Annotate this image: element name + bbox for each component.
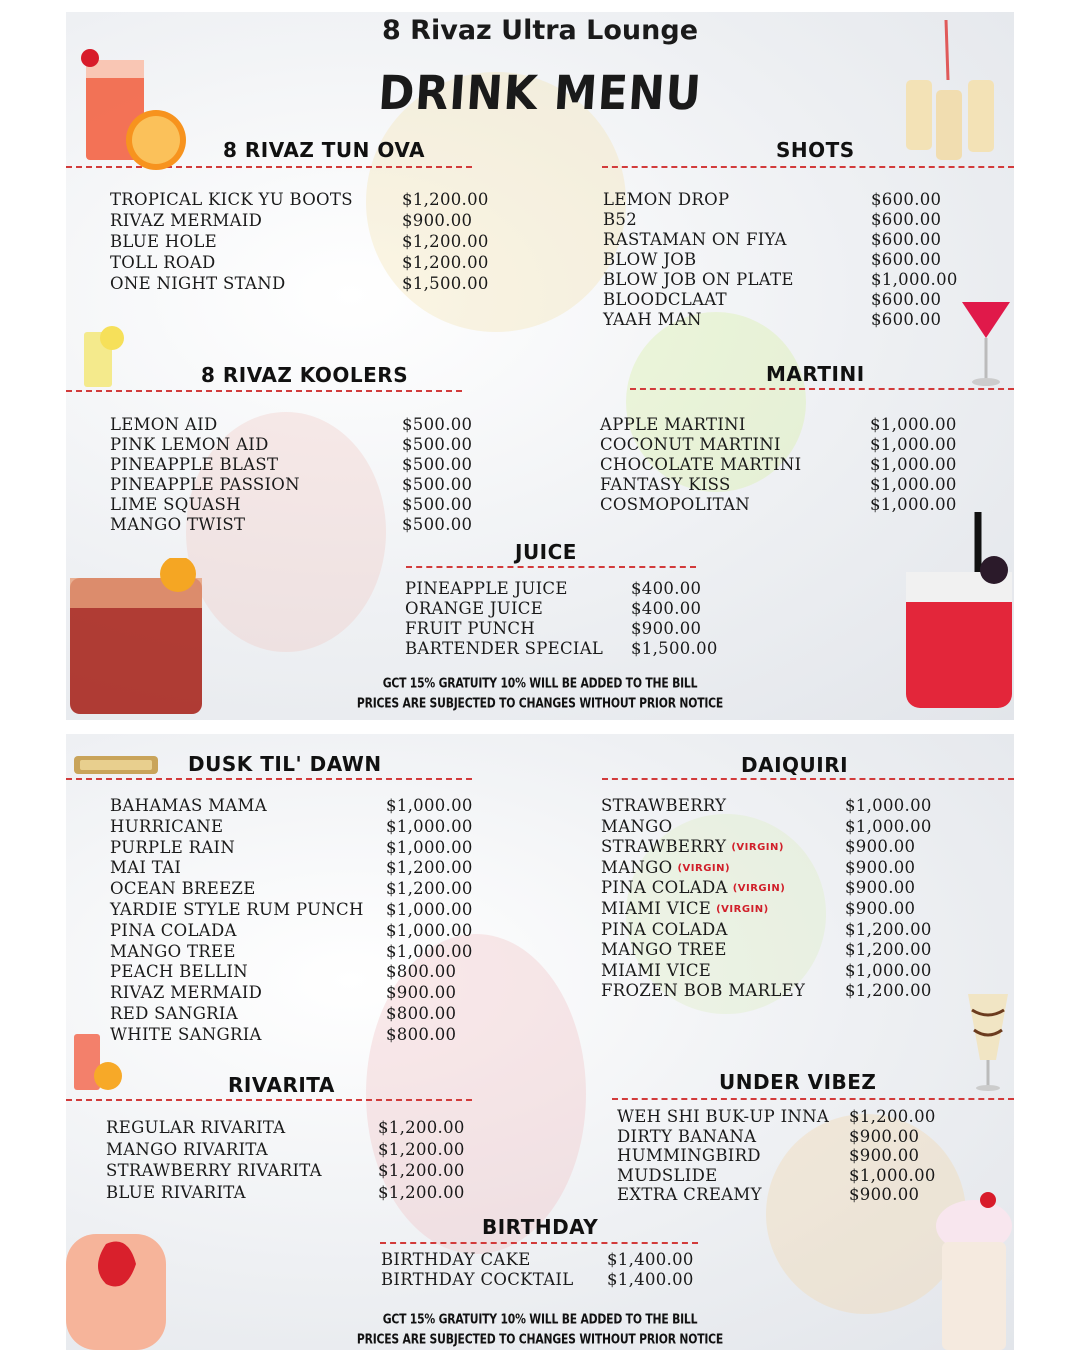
divider [380,1242,698,1244]
menu-item-name: MANGO [601,816,673,836]
menu-item [110,475,490,495]
menu-item [110,495,490,515]
menu-item [110,189,490,210]
menu-item [110,900,490,921]
menu-item-name: WHITE SANGRIA [110,1024,262,1044]
menu-item-name: MANGO TREE [110,941,236,961]
menu-item-name: DIRTY BANANA [617,1126,757,1146]
menu-item-price: $600.00 [871,290,942,309]
menu-item-price: $900.00 [402,211,473,230]
menu-item-name: RIVAZ MERMAID [110,983,263,1003]
menu-item-price: $1,000.00 [870,415,957,434]
menu-item-name: BIRTHDAY CAKE [381,1250,531,1269]
divider [602,778,1014,780]
menu-item [617,1185,957,1205]
menu-item [381,1250,701,1270]
divider [630,388,1014,390]
virgin-tag: (VIRGIN) [716,903,769,915]
menu-item-name: B52 [603,210,638,229]
gratuity-notice: GCT 15% GRATUITY 10% WILL BE ADDED TO THE BILL [382,1311,698,1327]
divider [612,1098,1014,1100]
menu-item-price: $1,400.00 [607,1270,694,1289]
price-change-notice: PRICES ARE SUBJECTED TO CHANGES WITHOUT PRIOR NOTICE [356,695,724,711]
section-title-dusk-til-dawn: DUSK TIL' DAWN [188,752,382,776]
virgin-tag: (VIRGIN) [677,862,731,874]
menu-item [110,1025,490,1046]
menu-item [617,1127,957,1147]
menu-item-price: $1,000.00 [870,455,957,474]
menu-item [106,1117,486,1139]
menu-item-price: $500.00 [402,475,473,494]
lemonade-glass-image [66,302,126,392]
menu-item-name: YAAH MAN [603,310,702,329]
menu-item-name: HUMMINGBIRD [617,1146,761,1166]
menu-item-name [601,837,784,859]
menu-item-price: $1,000.00 [871,270,958,289]
tun-ova-list [110,189,490,294]
menu-item [405,599,725,619]
menu-item-name: FRUIT PUNCH [405,619,536,638]
menu-item [110,858,490,879]
menu-item-name: COSMOPOLITAN [600,495,751,514]
shots-list [603,190,963,330]
menu-item-price: $1,200.00 [386,858,473,878]
martini-list [600,415,960,515]
strawberry-drink-image [66,1224,170,1350]
menu-item-price: $1,200.00 [845,940,932,960]
venue-name: 8 Rivaz Ultra Lounge [381,15,699,46]
menu-item-price: $400.00 [631,579,702,598]
menu-item-price: $900.00 [386,983,457,1003]
menu-item-price: $1,200.00 [845,919,932,939]
fruit-cocktail-image [66,1026,136,1100]
menu-item-name-text: MIAMI VICE [601,898,712,918]
menu-item [601,878,971,899]
menu-item-price: $1,200.00 [402,232,489,251]
menu-item-price: $500.00 [402,435,473,454]
menu-item-name: TOLL ROAD [110,253,216,272]
menu-item-name: FANTASY KISS [600,475,731,494]
menu-item-price: $400.00 [631,599,702,618]
menu-item-price: $800.00 [386,1024,457,1044]
menu-item [110,435,490,455]
menu-item [600,415,960,435]
menu-item-price: $600.00 [871,190,942,209]
menu-item-price: $1,200.00 [402,190,489,209]
menu-item [405,619,725,639]
section-title-daiquiri: DAIQUIRI [741,753,849,777]
menu-item-price: $1,200.00 [378,1139,465,1159]
brand-logo-image [74,742,184,782]
menu-item-name: BLOW JOB ON PLATE [603,270,794,289]
menu-item-name: MANGO TREE [601,940,727,960]
menu-item [106,1139,486,1161]
top-menu-panel [66,12,1014,720]
menu-item [601,981,971,1002]
menu-item-price: $1,200.00 [378,1182,465,1202]
menu-item [617,1146,957,1166]
menu-item-name: ONE NIGHT STAND [110,274,286,293]
menu-item [110,273,490,294]
funfetti-milkshake-image [934,1186,1014,1350]
menu-item-price: $500.00 [402,515,473,534]
menu-item-price: $800.00 [386,962,457,982]
dusk-til-dawn-list [110,796,490,1046]
menu-item [600,455,960,475]
menu-item-price: $1,000.00 [870,495,957,514]
menu-item-price: $1,500.00 [631,639,718,658]
menu-item [110,1004,490,1025]
menu-item-price: $900.00 [849,1185,920,1205]
menu-item-name: RIVAZ MERMAID [110,211,263,230]
menu-item-name: TROPICAL KICK YU BOOTS [110,190,353,209]
negroni-glass-image [66,558,208,718]
menu-item [381,1270,701,1290]
menu-item [106,1182,486,1204]
menu-item-name: BLUE RIVARITA [106,1182,246,1202]
section-title-koolers: 8 RIVAZ KOOLERS [201,363,409,387]
menu-item [110,962,490,983]
menu-title: DRINK MENU [376,66,704,121]
milkshake-shots-image [896,20,1014,170]
section-title-tun-ova: 8 RIVAZ TUN OVA [223,138,425,162]
section-title-under-vibez: UNDER VIBEZ [719,1070,877,1094]
menu-item [601,817,971,838]
menu-item [405,639,725,659]
menu-item-name: LEMON DROP [603,190,730,209]
menu-item-name: OCEAN BREEZE [110,879,256,899]
menu-item [110,796,490,817]
section-title-juice: JUICE [515,540,577,564]
menu-item-name: BIRTHDAY COCKTAIL [381,1270,574,1289]
menu-item [110,817,490,838]
menu-item [603,190,963,210]
menu-item-name: FROZEN BOB MARLEY [601,981,806,1001]
menu-item [600,475,960,495]
menu-item [110,415,490,435]
menu-item-name: PINEAPPLE BLAST [110,455,279,474]
menu-item-price: $1,000.00 [386,796,473,815]
menu-item-price: $1,200.00 [378,1161,465,1180]
menu-item-price: $1,000.00 [386,899,473,919]
menu-item-price: $1,200.00 [378,1118,465,1137]
menu-item-price: $900.00 [845,878,916,898]
menu-item-name: PINA COLADA [110,920,237,940]
menu-item [601,837,971,858]
menu-item [601,796,971,817]
menu-item-name: REGULAR RIVARITA [106,1118,286,1137]
menu-item-name: CHOCOLATE MARTINI [600,455,802,474]
menu-item [106,1160,486,1182]
menu-item-price: $600.00 [871,310,942,329]
menu-item-name: ORANGE JUICE [405,599,544,618]
menu-item-name: MANGO RIVARITA [106,1139,269,1159]
menu-item-price: $900.00 [845,857,916,877]
menu-item-price: $1,200.00 [845,981,932,1001]
menu-item [603,310,963,330]
menu-item-name: STRAWBERRY RIVARITA [106,1161,322,1180]
section-title-rivarita: RIVARITA [228,1073,335,1097]
menu-item-price: $1,000.00 [386,920,473,940]
price-change-notice: PRICES ARE SUBJECTED TO CHANGES WITHOUT PRIOR NOTICE [356,1331,724,1347]
koolers-list [110,415,490,535]
menu-item-price: $900.00 [631,619,702,638]
menu-item-price: $1,400.00 [607,1250,694,1269]
menu-item-name: MIAMI VICE [601,960,712,980]
menu-item [110,455,490,475]
red-cocktail-glass-image [76,20,186,170]
menu-item-name: PEACH BELLIN [110,962,248,982]
menu-item [110,252,490,273]
juice-list [405,579,725,659]
menu-item-price: $1,000.00 [386,837,473,857]
menu-item-price: $600.00 [871,210,942,229]
section-title-shots: SHOTS [776,138,855,162]
menu-item-name: BARTENDER SPECIAL [405,639,604,658]
menu-item-price: $1,200.00 [849,1107,936,1126]
menu-item-name: APPLE MARTINI [600,415,746,434]
menu-item-price: $600.00 [871,250,942,269]
menu-item-name: BAHAMAS MAMA [110,796,267,815]
menu-item-name: PINK LEMON AID [110,435,269,454]
menu-item-name: PINEAPPLE PASSION [110,475,300,494]
menu-item-price: $900.00 [849,1146,920,1166]
menu-item-price: $1,000.00 [845,816,932,836]
menu-item [110,921,490,942]
menu-item-name [601,858,730,880]
menu-item-price: $500.00 [402,415,473,434]
menu-item-price: $1,000.00 [386,816,473,836]
menu-item [110,210,490,231]
menu-item-price: $1,000.00 [870,475,957,494]
menu-item-price: $900.00 [845,837,916,857]
menu-item-name: RASTAMAN ON FIYA [603,230,787,249]
birthday-list [381,1250,701,1290]
menu-item [603,290,963,310]
menu-item-name: COCONUT MARTINI [600,435,781,454]
menu-item-price: $1,000.00 [845,796,932,815]
virgin-tag: (VIRGIN) [732,883,786,895]
menu-item [405,579,725,599]
menu-item-name-text: MANGO [601,857,673,877]
menu-item [603,270,963,290]
menu-item [600,435,960,455]
menu-item-name: BLOW JOB [603,250,697,269]
menu-item-name: EXTRA CREAMY [617,1185,762,1205]
menu-item [110,983,490,1004]
rivarita-list [106,1117,486,1203]
menu-item [603,210,963,230]
menu-item-price: $500.00 [402,455,473,474]
menu-item-name-text: STRAWBERRY [601,837,727,857]
menu-item-name [601,899,769,921]
menu-item-name: YARDIE STYLE RUM PUNCH [110,899,364,919]
menu-item-price: $1,000.00 [845,960,932,980]
menu-item [617,1166,957,1186]
menu-item-price: $1,000.00 [870,435,957,454]
bottom-menu-panel [66,734,1014,1350]
dessert-glass-image [962,990,1014,1096]
menu-item-name: LEMON AID [110,415,218,434]
menu-item [601,920,971,941]
section-title-martini: MARTINI [766,362,865,386]
menu-item [110,942,490,963]
menu-item-price: $1,000.00 [386,941,473,961]
divider [406,566,696,568]
menu-item-price: $1,200.00 [386,879,473,899]
menu-item-price: $1,000.00 [849,1165,936,1185]
menu-item [617,1107,957,1127]
section-title-birthday: BIRTHDAY [482,1215,599,1239]
menu-item-name: PINA COLADA [601,919,728,939]
daiquiri-list [601,796,971,1002]
menu-item [603,230,963,250]
menu-item-name: RED SANGRIA [110,1003,238,1023]
menu-item-name: HURRICANE [110,816,224,836]
menu-item-name-text: PINA COLADA [601,878,728,898]
virgin-tag: (VIRGIN) [731,842,784,854]
menu-item-price: $900.00 [845,898,916,918]
menu-item-name: WEH SHI BUK-UP INNA [617,1107,830,1126]
menu-item [110,879,490,900]
menu-item [110,515,490,535]
menu-item-name: PURPLE RAIN [110,837,236,857]
menu-item [601,940,971,961]
menu-item [603,250,963,270]
menu-item [601,961,971,982]
menu-item-name: MANGO TWIST [110,515,246,534]
menu-item-name: MUDSLIDE [617,1165,718,1185]
menu-item [110,838,490,859]
menu-item-name: BLOODCLAAT [603,290,727,309]
menu-item-price: $800.00 [386,1003,457,1023]
gratuity-notice: GCT 15% GRATUITY 10% WILL BE ADDED TO THE BILL [382,675,698,691]
menu-item-price: $600.00 [871,230,942,249]
berry-cocktail-image [902,512,1014,712]
menu-item [601,858,971,879]
menu-item-price: $500.00 [402,495,473,514]
menu-item-name: STRAWBERRY [601,796,727,815]
divider [66,778,472,780]
menu-item-name: LIME SQUASH [110,495,241,514]
menu-item-name: MAI TAI [110,858,182,878]
menu-item-name: PINEAPPLE JUICE [405,579,568,598]
menu-item-price: $1,500.00 [402,274,489,293]
menu-item-name: BLUE HOLE [110,232,217,251]
martini-glass-image [958,294,1014,390]
menu-item [110,231,490,252]
menu-item-name [601,878,785,900]
menu-item-price: $900.00 [849,1126,920,1146]
menu-item [601,899,971,920]
menu-item-price: $1,200.00 [402,253,489,272]
under-vibez-list [617,1107,957,1205]
